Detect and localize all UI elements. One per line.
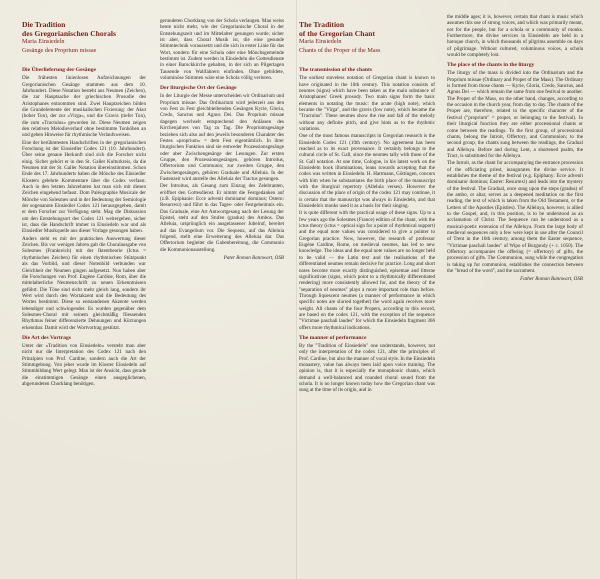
german-column-2 <box>160 18 284 566</box>
english-paragraph-6: The liturgy of the mass is divided into the Ordinarium and the Proprium missae (Ordinary and Proper of the Mass). The Ordinary is formed from those chants — Kyrie, Gloria, Credo, Sanctus, and Agnus Dei — which remain the same from one festival to another. The Proper of the Mass, on the other hand, changes, according to the occasion in the church year, from day to day. The chants of the Proper are, therefore, related to the specific character of the festival ("proprium" = proper, or belonging to the festival). In their liturgical function they are either processional chants or come between the readings. To the first group, of processional chants, belong the Introit, Offertory, and Communion; to the second group, the chants sung between the readings, the Gradual and Alleluya. Before and during Lent, a shortened psalm, the Tract, is substituted for the Alleluya. <box>447 70 583 159</box>
english-heading-performance: The manner of performance <box>299 334 367 341</box>
german-title-line-2: des Gregorianischen Chorals <box>22 29 116 38</box>
german-paragraph-4: Unter der »Tradition von Einsiedeln« versteht man aber nicht nur die Interpretation des Codex 121 nach den Prinzipien von Prof. Cardine, sondern auch die Art der Stimmgebung. Von jeher wurde im Kloster Einsiedeln auf Stimmbildung Wert gelegt. Man ist der Ansicht, dass gerade die einstimmigen Gesänge einen ausgeglichenen, abgerundeten Chorklang benötigen. <box>22 342 146 387</box>
german-paragraph-6: In der Liturgie der Messe unterscheiden wir Ordinarium und Proprium missae. Das Ordinarium wird jederzeit aus den von Fest zu Fest gleichbleibenden Gesängen Kyrie, Gloria, Credo, Sanctus und Agnus Dei. Das Proprium missae dagegen wechselt entsprechend den Anlässen des Kirchenjahres von Tag zu Tag. Die Propriumsgesänge beziehen sich also auf den jeweils besonderen Charakter des Festes »proprium« = dem Fest eigentümlich. In ihrer liturgischen Funktion sind sie entweder Prozessionsgesänge oder aber Zwischengesänge der Lesungen. Zur ersten Gruppe, den Prozessionsgesängen, gehören Introitus, Offertorium und Communio; zur zweiten Gruppe, den Zwischengesängen, gehören Graduale und Alleluia. In der Fastenzeit wird anstelle des Alleluia der Tractus gesungen. <box>160 93 284 182</box>
german-place: Maria Einsiedeln <box>22 38 65 45</box>
english-signature: Father Roman Bannwart, OSB <box>520 276 583 283</box>
english-column-1 <box>299 20 435 568</box>
german-heading-liturgy: Der liturgische Ort der Gesänge <box>160 85 237 92</box>
german-subtitle: Gesänge des Proprium missae <box>22 46 97 54</box>
english-paragraph-7: The Introit, as the chant for accompanying the entrance procession of the officiating priest, inaugurates the divine service. It establishes the theme of the festival (e.g. Epiphany: Ecce advenit dominator dominus; Easter: Resurrexi) and leads into the mystery of the festival. The Gradual, once sung upon the steps (gradus) of the ambo, or altar, serves as a deepened meditation on the first reading, the text of which is taken from the Old Testament, or the Letters of the Apostles (Epistles). The Alleluya, however, is allied to the Gospel, and, in this position, is to be understood as an acclamation of Christ. The Sequence can be understood as a musical-poetic extension of the Alleluya. From the large body of medieval sequences only a few were kept in use after the Council of Trent in the 16th century, among them the Easter sequence, "Victimae paschali laudes" of Wipo of Burgundy (+ c. 1050). The Offertory accompanies the offering (= offertory) of gifts, the procession of gifts. The Communion, sung while the congregation is taking up for communion, establishes the connection between the "bread of the word", and the sacrament. <box>447 160 583 275</box>
english-title-line-1: The Tradition <box>299 20 345 29</box>
english-heading-transmission: The transmission of the chants <box>299 67 373 74</box>
english-paragraph-3: It is quite different with the practical usage of these signs. Up to a few years ago the Solesmes (France) edition of the chant, with the ictus theory (ictus = optical sign for a point of rhythmical support) and the equal note values was considered to give a pointer to Gregorian practice. Now, however, the research of professor Eugène Cardine, Rome, on medieval neumes, has led to new knowledge. The ideas and the equal note values are no longer held to be valid — the Latin text and the realisations of the differentiated neumes remain decisive for practice. Long and short notes become more exactly distinguished, episemae and litterae significativae (signs, which point to a rhythmically differentiated rendering) more consistently allowed for, and the theory of the "separation of neumes" plays a more important role than before. Through liquescent neumes (a manner of performance in which specific notes are slurred together) the word again receives more weight. All chants of the four Propers, according to this record, are based on the codex 121, with the exception of the sequence "Victimae paschali laudes" for which the Einsiedeln fragment 366 offers more rhythmical indications. <box>299 210 435 331</box>
english-place: Maria Einsiedeln <box>299 38 342 45</box>
english-paragraph-2: One of the most famous manuscripts in Gregorian research is the Einsiedeln Codex 121 (10th century). No agreement has been reached as to its exact provenance. It certainly belongs to the cultural circle of St. Gall, since the neumes tally with those of the St. Gall notation. At one time, Cologne, in his latest work on the Einsiedeln book illuminations, leans towards accepting that the codex was written in Einsiedeln. H. Hartmann, Göttingen, concurs with him when he substantiates the birth place of the manuscript with the liturgical repertory (Alleluia verses). However the discussion of the place of origin of the codex 121 may continue, it is certain that the manuscript was always in Einsiedeln, and that Einsiedeln's monks used it as a basis for their singing. <box>299 133 435 210</box>
german-heading-performance: Die Art des Vortrags <box>22 334 71 341</box>
german-column-1 <box>22 20 146 568</box>
german-paragraph-5: gerundeten Chorklang von der Schola verlangen. Man weiss heute nicht mehr, wie der Gregorianische Choral in der Entstehungszeit und im Mittelalter gesungen wurde; sicher ist aber, dass Choral Musik ist, die eine gesunde Stimmtechnik voraussetzt und die sich in erster Linie für das Wort, sondern für eine Schola oder eine Mönchsgemeinde bestimmt ist. Zudem werden in Einsiedeln die Gottesdienste in einer Barockkirche gehalten, in der sich an Pilgertagen Tausende von Wallfahrern einfinden. Ohne gebildete, voluminöse Stimmen wäre eine Schola völlig verloren. <box>160 18 284 82</box>
english-subtitle: Chants of the Proper of the Mass <box>299 46 381 54</box>
english-column-2 <box>447 14 583 562</box>
german-heading-transmission: Die Überlieferung der Gesänge <box>22 67 96 74</box>
german-paragraph-3: Anders steht es mit der praktischen Auswertung dieser Zeichen. Bis vor wenigen Jahren galt die Choralausgabe von Solesmes (Frankreich) mit der Iktentheorie (Ictus = rhythmisches Zeichen) für einen rhythmischen Stützpunkt als das Vorbild, und dieser Notenbild verbunden war Gleichheit der Neumen gingen aufgesetzt. Nun haben aber die Forschungen von Prof. Eugène Cardine, Rom, über die mittelalterliche Neumenschrift zu neuen Erkenntnissen geführt. Die Töne sind nicht mehr gleich lang, sondern ihr Wert wird durch den Wortakzent und die Bedeutung des Wortes bestimmt. Diese so entstandenen Akzente werden lebendiger und schwingender. Es wurden gegenüber dem Solesmes-Choral mit seinem gleichmäßig fliessenden Rhythmus feiner differenzierte Dehnungen und Kürzungen erkennbar. Damit wird der Wortvortrag gestützt. <box>22 235 146 331</box>
english-paragraph-1: The earliest staveless notation of Gregorian chant is known to have originated in the 10th century. This notation consists of neumes (signs) which have been taken as the main substance of Aristophanes' Greek prosody. Two main signs form the basic elements in notating the music: the acute (high note), which became the "Virga", and the gravis (low note), which became the "Tractulus". These neumes show the rise and fall of the melody without any definite pitch, and give hints as to the rhythmic variations. <box>299 75 435 132</box>
german-title-line-1: Die Tradition <box>22 20 66 29</box>
german-paragraph-1: Die frühesten linienlosen Aufzeichnungen der Gregorianischen Gesänge stammen aus dem 10. Jahrhundert. Diese Notation besteht aus Neumen (Zeichen), die zur Hauptsache der griechischen Prosodie des Aristophanes entnommen sind. Zwei Hauptzeichen bilden die Grundelemente der musikalischen Fixierung: der Akut (hoher Ton), der zur »Virga«, und die Gravis (tiefer Ton), die zum »Tractulus« geworden ist. Diese Neumen zeigen den relativen Melodieverlauf ohne bestimmte Tonhöhen an und geben Hinweise für rhythmische Verlaufsweisen. <box>22 75 146 139</box>
page-fold-divider <box>296 0 297 579</box>
german-paragraph-2: Eine der berühmtesten Handschriften in der gregorianischen Forschung ist der Einsiedler Codex 121 (10. Jahrhundert). Über seine genaue Herkunft sind sich die Forscher nicht einig. Sicher gehört er in den St. Galler Kulturkreis, da die Neumen mit der St. Galler Notation übereinstimmen. Schon Ende des 17. Jahrhunderts haben die Mönche des Einsiedler Klosters gelehrte Kommentare über die Codex verfasst. Auch in den letzten Jahrzehnten hat man sich mit diesen Zeichen eingehend befasst. Dom Paléographie Musicale der Mönche von Solesmes und in der Bedeutung der Semiologie der sogenannte Einsiedler Codex 121 herausgegeben, damit er dem Forscher zur Verfügung steht. Mag die Diskussion um den Entstehungsort des Codex 121 weitergehen, sicher ist, dass die Handschrift immer in Einsiedeln war und als Einsiedler Musikquelle aus dieser Vorlage gesungen haben. <box>22 139 146 235</box>
english-title-line-2: of the Gregorian Chant <box>299 29 376 38</box>
german-signature: Pater Roman Bannwart, OSB <box>223 255 284 262</box>
german-paragraph-7: Der Introitus, als Gesang zum Einzug des Zelebranten, eröffnet den Gottesdienst. Er nimmt die Festgedanken auf (z.B. Epiphanie: Ecce advenit dominator dominus; Ostern: Resurrexi) und führt in das Tages- oder Festgeheimnis ein. Das Graduale, eine Art Antwortgesang nach der Lesung der Epistel, steht auf den Stufen (gradus) des Ambos. Das Alleluia, ursprünglich ein ausgelassener Jubelruf, bereitet auf das Evangelium vor. Die Sequenz, auf das Alleluia folgend, stellt eine Erweiterung des Alleluia dar. Das Offertorium begleitet die Gabenbereitung, die Communio die Kommunionausteilung. <box>160 183 284 253</box>
english-heading-liturgy: The place of the chants in the liturgy <box>447 62 535 69</box>
english-paragraph-5: the middle ages; it is, however, certain that chant is music which assumes this use of strong voices, and which was primarily meant, not for the people, but for a schola or a community of monks. Furthermore, the divine services in Einsiedeln are held in a baroque church, in which thousands of pilgrims assemble on days of pilgrimage. Without cultured, voluminous voices, a schola would be completely lost. <box>447 14 583 59</box>
english-paragraph-4: By the "Tradition of Einsiedeln" one understands, however, not only the interpretation of the codex 121, after the principles of Prof. Cardine, but also the manner of vocal style. In the Einsiedeln monastery, value has always been laid upon voice training. The opinion is, that it is especially the monophonic chants, which demand a well-balanced and rounded choral sound from the schola. It is no longer known today how the Gregorian chant was sung at the time of its origin, and in <box>299 342 435 394</box>
